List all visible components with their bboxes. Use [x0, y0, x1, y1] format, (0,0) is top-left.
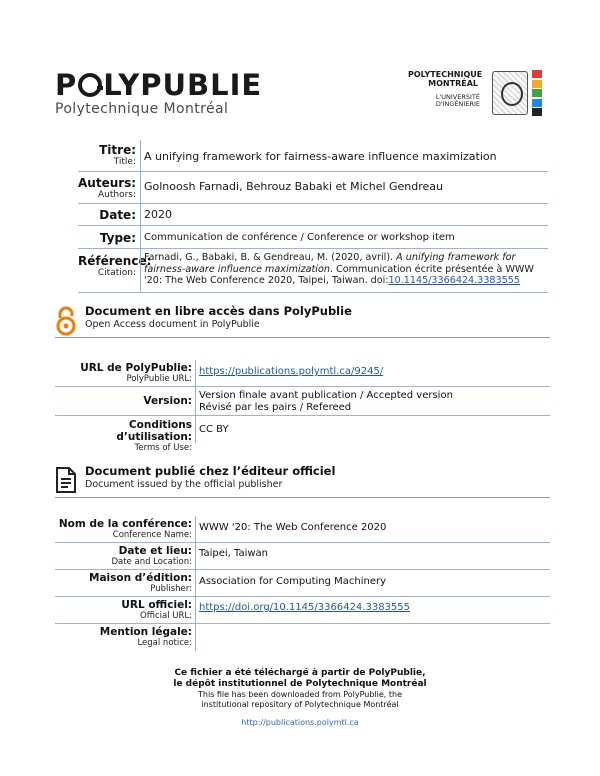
title-label-en: Title: [113, 157, 136, 167]
open-access-lock-icon [55, 306, 77, 336]
open-o-icon [78, 73, 102, 97]
version-value-2: Révisé par les pairs / Refereed [199, 402, 352, 413]
reference-value: Farnadi, G., Babaki, B. & Gendreau, M. (2020, avril). A unifying framework for fairness-aware influence maximization. Communication écrite présentée à WWW '20: The Web Conference 2020, Taipei, Taiwan. doi:10.1145/3366424.3383555 [140, 249, 548, 292]
metadata-table [78, 140, 548, 293]
version-value-1: Version finale avant publication / Accepted version [199, 390, 453, 401]
footer-url[interactable]: http://publications.polymtl.ca [241, 718, 359, 727]
authors-label-en: Authors: [97, 190, 136, 200]
type-value: Communication de conférence / Conference or workshop item [140, 226, 548, 248]
color-bar-4 [532, 108, 542, 116]
open-access-title: Document en libre accès dans PolyPublie [85, 304, 352, 318]
official-url-row [55, 597, 550, 624]
footer-line3: This file has been downloaded from PolyPublie, the [197, 690, 403, 699]
brand-pre: P [55, 68, 78, 102]
date-row [78, 204, 548, 226]
footer-line1: Ce fichier a été téléchargé à partir de PolyPublie, [174, 668, 426, 678]
poly-line2: MONTRÉAL [428, 79, 478, 88]
poly-line1: POLYTECHNIQUE [408, 70, 483, 79]
url-label-en: PolyPublie URL: [126, 374, 192, 384]
brand-post: LYPUBLIE [103, 68, 263, 102]
title-label: Titre: [99, 143, 136, 157]
place-label: Date et lieu: [118, 545, 192, 557]
open-access-subtitle: Open Access document in PolyPublie [85, 319, 260, 330]
reference-doi-link[interactable]: 10.1145/3366424.3383555 [388, 275, 520, 286]
reference-label-en: Citation: [97, 268, 136, 278]
authors-value: Golnoosh Farnadi, Behrouz Babaki et Michel Gendreau [140, 172, 548, 203]
footer-line2: le dépôt institutionnel de Polytechnique Montréal [173, 679, 427, 689]
legal-label: Mention légale: [99, 626, 192, 638]
terms-label-en: Terms of Use: [134, 443, 192, 453]
title-row [78, 140, 548, 172]
conference-row [55, 516, 550, 543]
publisher-label-en: Publisher: [150, 584, 192, 594]
publisher-subtitle: Document issued by the official publisher [85, 479, 283, 490]
legal-row [55, 624, 550, 651]
publisher-title: Document publié chez l’éditeur officiel [85, 464, 336, 478]
polytechnique-logo [408, 70, 543, 118]
reference-label: Référence: [78, 254, 152, 268]
conference-label: Nom de la conférence: [58, 518, 192, 530]
brand-subtitle: Polytechnique Montréal [55, 101, 229, 117]
color-bar-0 [532, 70, 542, 78]
publisher-row [55, 570, 550, 597]
publisher-label: Maison d’édition: [89, 572, 192, 584]
polypublie-url-link[interactable]: https://publications.polymtl.ca/9245/ [199, 366, 384, 377]
reference-row [78, 249, 548, 293]
publisher-table [55, 516, 550, 651]
date-value: 2020 [140, 204, 548, 225]
terms-label: Conditions d’utilisation: [116, 419, 192, 443]
poly-line3: L'UNIVERSITÉ [435, 93, 480, 101]
authors-row [78, 172, 548, 204]
place-value: Taipei, Taiwan [195, 543, 550, 569]
seal-icon [492, 71, 528, 115]
terms-row [55, 416, 550, 453]
legal-label-en: Legal notice: [137, 638, 192, 648]
color-bars [532, 70, 542, 118]
color-bar-3 [532, 99, 542, 107]
version-label: Version: [143, 395, 192, 407]
conference-value: WWW '20: The Web Conference 2020 [195, 516, 550, 542]
conference-label-en: Conference Name: [112, 530, 192, 540]
date-location-row [55, 543, 550, 570]
terms-value: CC BY [195, 416, 550, 443]
date-label: Date: [99, 208, 136, 222]
document-icon [55, 466, 77, 494]
url-label: URL de PolyPublie: [80, 362, 192, 374]
official-url-label-en: Official URL: [140, 611, 192, 621]
footer [0, 668, 600, 727]
open-access-table [55, 360, 550, 453]
official-url-link[interactable]: https://doi.org/10.1145/3366424.3383555 [199, 602, 411, 613]
publisher-value: Association for Computing Machinery [195, 570, 550, 596]
color-bar-1 [532, 80, 542, 88]
type-label: Type: [99, 231, 136, 245]
color-bar-2 [532, 89, 542, 97]
open-access-header [55, 304, 550, 338]
publisher-header [55, 464, 550, 498]
title-value: A unifying framework for fairness-aware influence maximization [140, 140, 548, 171]
legal-value [195, 624, 550, 651]
footer-line4: institutional repository of Polytechnique Montréal [201, 700, 399, 709]
authors-label: Auteurs: [78, 176, 137, 190]
version-row [55, 387, 550, 416]
official-url-label: URL officiel: [121, 599, 192, 611]
polypublie-url-row [55, 360, 550, 387]
header [0, 0, 600, 125]
poly-line4: D'INGÉNIERIE [435, 100, 480, 108]
polypublie-logo [55, 70, 262, 117]
type-row [78, 226, 548, 249]
place-label-en: Date and Location: [111, 557, 192, 567]
